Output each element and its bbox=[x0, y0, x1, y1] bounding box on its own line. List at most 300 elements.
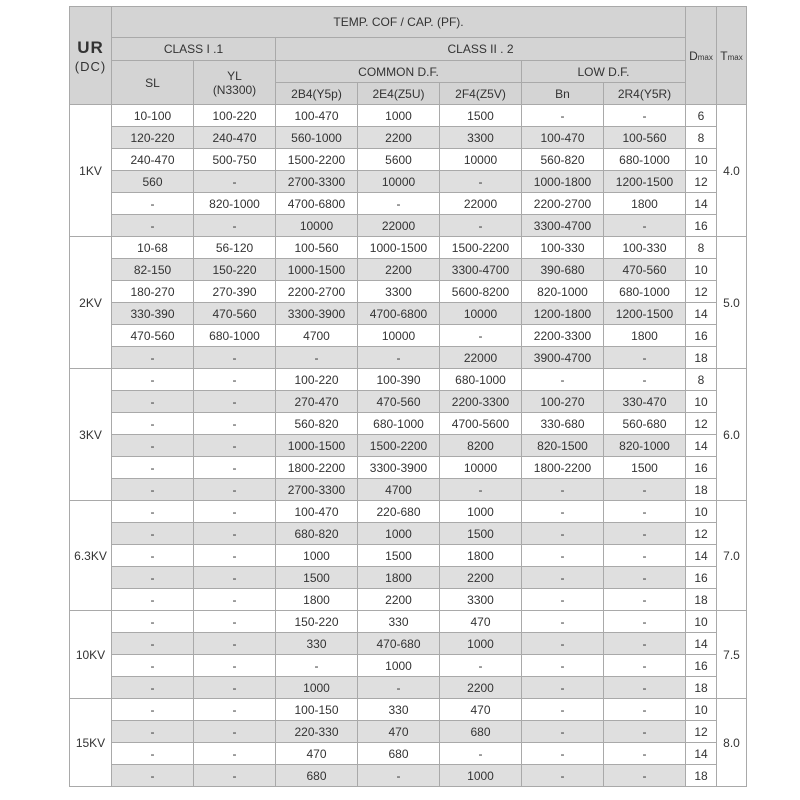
cell-bn: - bbox=[522, 105, 604, 127]
voltage-cell: 10KV bbox=[70, 611, 112, 699]
cell-sl: - bbox=[112, 391, 194, 413]
dmax-cell: 10 bbox=[686, 501, 717, 523]
cell-e4: 470-680 bbox=[358, 633, 440, 655]
cell-r4: - bbox=[604, 545, 686, 567]
cell-f4: 1000 bbox=[440, 633, 522, 655]
cell-f4: 3300 bbox=[440, 589, 522, 611]
tmax-cell: 7.5 bbox=[717, 611, 747, 699]
cell-f4: - bbox=[440, 171, 522, 193]
dmax-d: D bbox=[689, 48, 698, 63]
cell-r4: - bbox=[604, 523, 686, 545]
dc-label: (DC) bbox=[74, 58, 107, 74]
cell-r4: - bbox=[604, 479, 686, 501]
dmax-cell: 8 bbox=[686, 369, 717, 391]
dmax-cell: 14 bbox=[686, 545, 717, 567]
cell-yl: 500-750 bbox=[194, 149, 276, 171]
dmax-cell: 12 bbox=[686, 413, 717, 435]
cell-e4: - bbox=[358, 193, 440, 215]
class-1-header: CLASS I .1 bbox=[112, 38, 276, 61]
cell-b4: 3300-3900 bbox=[276, 303, 358, 325]
cell-b4: 270-470 bbox=[276, 391, 358, 413]
dmax-cell: 10 bbox=[686, 699, 717, 721]
cell-e4: 470 bbox=[358, 721, 440, 743]
cell-bn: - bbox=[522, 501, 604, 523]
cell-e4: 1800 bbox=[358, 567, 440, 589]
cell-r4: 100-330 bbox=[604, 237, 686, 259]
cell-r4: 470-560 bbox=[604, 259, 686, 281]
table-row bbox=[70, 721, 747, 743]
dmax-cell: 14 bbox=[686, 633, 717, 655]
cell-yl: 100-220 bbox=[194, 105, 276, 127]
cell-r4: - bbox=[604, 215, 686, 237]
cell-r4: - bbox=[604, 655, 686, 677]
cell-b4: 560-820 bbox=[276, 413, 358, 435]
cell-e4: 470-560 bbox=[358, 391, 440, 413]
cell-b4: 100-150 bbox=[276, 699, 358, 721]
cell-b4: 470 bbox=[276, 743, 358, 765]
cell-bn: 3300-4700 bbox=[522, 215, 604, 237]
table-row bbox=[70, 369, 747, 391]
cell-bn: - bbox=[522, 611, 604, 633]
col-2f4-header: 2F4(Z5V) bbox=[440, 83, 522, 105]
cell-e4: 3300-3900 bbox=[358, 457, 440, 479]
table-row bbox=[70, 215, 747, 237]
cell-bn: 1800-2200 bbox=[522, 457, 604, 479]
cell-f4: 470 bbox=[440, 611, 522, 633]
cell-b4: 1500 bbox=[276, 567, 358, 589]
cell-r4: - bbox=[604, 677, 686, 699]
cell-f4: 22000 bbox=[440, 193, 522, 215]
cell-r4: - bbox=[604, 567, 686, 589]
cell-r4: - bbox=[604, 347, 686, 369]
cell-f4: 4700-5600 bbox=[440, 413, 522, 435]
dmax-cell: 12 bbox=[686, 721, 717, 743]
dmax-cell: 8 bbox=[686, 237, 717, 259]
table-row bbox=[70, 567, 747, 589]
cell-e4: 220-680 bbox=[358, 501, 440, 523]
cell-yl: 820-1000 bbox=[194, 193, 276, 215]
cell-e4: - bbox=[358, 347, 440, 369]
cell-b4: 1000 bbox=[276, 545, 358, 567]
cell-b4: - bbox=[276, 347, 358, 369]
dmax-cell: 10 bbox=[686, 611, 717, 633]
cell-r4: - bbox=[604, 743, 686, 765]
cell-e4: 10000 bbox=[358, 171, 440, 193]
cell-f4: 3300 bbox=[440, 127, 522, 149]
yl-header bbox=[194, 61, 276, 105]
cell-b4: 220-330 bbox=[276, 721, 358, 743]
table-row bbox=[70, 127, 747, 149]
cell-yl: - bbox=[194, 457, 276, 479]
cell-b4: 1800 bbox=[276, 589, 358, 611]
table-row bbox=[70, 303, 747, 325]
col-bn-header: Bn bbox=[522, 83, 604, 105]
cell-f4: - bbox=[440, 743, 522, 765]
cell-bn: - bbox=[522, 589, 604, 611]
cell-sl: - bbox=[112, 479, 194, 501]
table-row bbox=[70, 325, 747, 347]
cell-b4: 100-470 bbox=[276, 105, 358, 127]
dmax-cell: 18 bbox=[686, 765, 717, 787]
cell-yl: - bbox=[194, 215, 276, 237]
cell-sl: - bbox=[112, 765, 194, 787]
cell-sl: - bbox=[112, 369, 194, 391]
table-row bbox=[70, 391, 747, 413]
cell-b4: 560-1000 bbox=[276, 127, 358, 149]
cell-b4: 100-470 bbox=[276, 501, 358, 523]
cell-yl: - bbox=[194, 677, 276, 699]
yl-label: YL bbox=[227, 68, 242, 83]
cell-sl: 82-150 bbox=[112, 259, 194, 281]
table-body bbox=[70, 105, 747, 787]
dmax-cell: 18 bbox=[686, 589, 717, 611]
cell-f4: 3300-4700 bbox=[440, 259, 522, 281]
cell-yl: - bbox=[194, 171, 276, 193]
cell-b4: - bbox=[276, 655, 358, 677]
cell-yl: 56-120 bbox=[194, 237, 276, 259]
cell-e4: 1000 bbox=[358, 105, 440, 127]
cell-r4: 1500 bbox=[604, 457, 686, 479]
yl-sub-label: (N3300) bbox=[212, 82, 257, 97]
table-row bbox=[70, 589, 747, 611]
table-row bbox=[70, 149, 747, 171]
cell-yl: 680-1000 bbox=[194, 325, 276, 347]
table-row bbox=[70, 699, 747, 721]
table-row bbox=[70, 545, 747, 567]
tmax-cell: 4.0 bbox=[717, 105, 747, 237]
cell-sl: 10-68 bbox=[112, 237, 194, 259]
cell-bn: 3900-4700 bbox=[522, 347, 604, 369]
cell-yl: - bbox=[194, 721, 276, 743]
cell-bn: 820-1000 bbox=[522, 281, 604, 303]
cell-e4: 2200 bbox=[358, 259, 440, 281]
cell-f4: 1500 bbox=[440, 105, 522, 127]
ur-label: UR bbox=[77, 37, 104, 57]
cell-r4: 680-1000 bbox=[604, 149, 686, 171]
cell-bn: - bbox=[522, 721, 604, 743]
cell-bn: 1200-1800 bbox=[522, 303, 604, 325]
cell-bn: - bbox=[522, 699, 604, 721]
cell-bn: 560-820 bbox=[522, 149, 604, 171]
cell-sl: 120-220 bbox=[112, 127, 194, 149]
cell-bn: 1000-1800 bbox=[522, 171, 604, 193]
table-row bbox=[70, 457, 747, 479]
voltage-cell: 6.3KV bbox=[70, 501, 112, 611]
table-row bbox=[70, 171, 747, 193]
cell-bn: 820-1500 bbox=[522, 435, 604, 457]
cell-sl: - bbox=[112, 347, 194, 369]
cell-e4: 3300 bbox=[358, 281, 440, 303]
cell-f4: 470 bbox=[440, 699, 522, 721]
cell-sl: - bbox=[112, 721, 194, 743]
table-row bbox=[70, 523, 747, 545]
dmax-cell: 18 bbox=[686, 479, 717, 501]
cell-r4: - bbox=[604, 721, 686, 743]
dmax-cell: 10 bbox=[686, 149, 717, 171]
cell-f4: 1500 bbox=[440, 523, 522, 545]
cell-e4: - bbox=[358, 677, 440, 699]
cell-sl: 560 bbox=[112, 171, 194, 193]
cell-b4: 2700-3300 bbox=[276, 171, 358, 193]
cell-r4: - bbox=[604, 105, 686, 127]
cell-yl: - bbox=[194, 765, 276, 787]
cell-yl: - bbox=[194, 369, 276, 391]
table-header bbox=[70, 7, 747, 105]
dmax-cell: 14 bbox=[686, 303, 717, 325]
cell-bn: - bbox=[522, 523, 604, 545]
voltage-cell: 3KV bbox=[70, 369, 112, 501]
dmax-cell: 12 bbox=[686, 523, 717, 545]
cell-yl: - bbox=[194, 435, 276, 457]
table-row bbox=[70, 435, 747, 457]
cell-r4: - bbox=[604, 765, 686, 787]
cell-bn: 2200-2700 bbox=[522, 193, 604, 215]
tmax-cell: 8.0 bbox=[717, 699, 747, 787]
cell-e4: 22000 bbox=[358, 215, 440, 237]
col-2e4-header: 2E4(Z5U) bbox=[358, 83, 440, 105]
cell-f4: - bbox=[440, 215, 522, 237]
table-row bbox=[70, 237, 747, 259]
cell-yl: - bbox=[194, 523, 276, 545]
cell-bn: - bbox=[522, 677, 604, 699]
cell-f4: 8200 bbox=[440, 435, 522, 457]
dmax-cell: 18 bbox=[686, 677, 717, 699]
tmax-t: T bbox=[720, 48, 728, 63]
cell-yl: - bbox=[194, 413, 276, 435]
cell-f4: 10000 bbox=[440, 457, 522, 479]
cell-f4: 1000 bbox=[440, 501, 522, 523]
cell-bn: 330-680 bbox=[522, 413, 604, 435]
dmax-cell: 14 bbox=[686, 193, 717, 215]
cell-sl: - bbox=[112, 215, 194, 237]
dmax-cell: 8 bbox=[686, 127, 717, 149]
table-row bbox=[70, 633, 747, 655]
cell-b4: 4700-6800 bbox=[276, 193, 358, 215]
table-row bbox=[70, 259, 747, 281]
cell-e4: 2200 bbox=[358, 589, 440, 611]
table-row bbox=[70, 655, 747, 677]
dmax-cell: 12 bbox=[686, 281, 717, 303]
cell-b4: 1000-1500 bbox=[276, 435, 358, 457]
cell-yl: - bbox=[194, 611, 276, 633]
cell-f4: 680 bbox=[440, 721, 522, 743]
cell-e4: 1500 bbox=[358, 545, 440, 567]
cell-sl: - bbox=[112, 501, 194, 523]
voltage-cell: 2KV bbox=[70, 237, 112, 369]
capacitor-spec-table bbox=[69, 6, 747, 787]
table-row bbox=[70, 677, 747, 699]
cell-bn: - bbox=[522, 633, 604, 655]
cell-e4: 5600 bbox=[358, 149, 440, 171]
cell-f4: 680-1000 bbox=[440, 369, 522, 391]
cell-f4: 10000 bbox=[440, 303, 522, 325]
cell-bn: 100-270 bbox=[522, 391, 604, 413]
cell-yl: - bbox=[194, 699, 276, 721]
cell-r4: - bbox=[604, 699, 686, 721]
cell-f4: 10000 bbox=[440, 149, 522, 171]
cell-b4: 680 bbox=[276, 765, 358, 787]
table-row bbox=[70, 743, 747, 765]
cell-b4: 100-220 bbox=[276, 369, 358, 391]
dmax-cell: 16 bbox=[686, 567, 717, 589]
cell-sl: - bbox=[112, 655, 194, 677]
cell-sl: 180-270 bbox=[112, 281, 194, 303]
cell-bn: - bbox=[522, 765, 604, 787]
cell-r4: - bbox=[604, 611, 686, 633]
dmax-cell: 12 bbox=[686, 171, 717, 193]
col-2b4-header: 2B4(Y5p) bbox=[276, 83, 358, 105]
cell-sl: - bbox=[112, 193, 194, 215]
cell-b4: 680-820 bbox=[276, 523, 358, 545]
cell-yl: - bbox=[194, 633, 276, 655]
cell-e4: - bbox=[358, 765, 440, 787]
cell-bn: 100-330 bbox=[522, 237, 604, 259]
dmax-cell: 14 bbox=[686, 743, 717, 765]
cell-r4: 330-470 bbox=[604, 391, 686, 413]
common-df-header: COMMON D.F. bbox=[276, 61, 522, 83]
cell-r4: 1200-1500 bbox=[604, 171, 686, 193]
cell-sl: - bbox=[112, 545, 194, 567]
cell-e4: 680-1000 bbox=[358, 413, 440, 435]
cell-sl: - bbox=[112, 633, 194, 655]
cell-yl: 470-560 bbox=[194, 303, 276, 325]
cell-yl: 270-390 bbox=[194, 281, 276, 303]
cell-yl: 240-470 bbox=[194, 127, 276, 149]
cell-b4: 1000 bbox=[276, 677, 358, 699]
table-row bbox=[70, 105, 747, 127]
ur-dc-header bbox=[70, 7, 112, 105]
table-row bbox=[70, 347, 747, 369]
cell-f4: 1800 bbox=[440, 545, 522, 567]
cell-f4: - bbox=[440, 325, 522, 347]
cell-r4: 1800 bbox=[604, 193, 686, 215]
cell-b4: 1800-2200 bbox=[276, 457, 358, 479]
cell-f4: 5600-8200 bbox=[440, 281, 522, 303]
cell-bn: - bbox=[522, 545, 604, 567]
cell-yl: - bbox=[194, 479, 276, 501]
table-row bbox=[70, 413, 747, 435]
cell-yl: - bbox=[194, 391, 276, 413]
cell-f4: 2200 bbox=[440, 567, 522, 589]
cell-bn: - bbox=[522, 567, 604, 589]
cell-sl: - bbox=[112, 567, 194, 589]
cell-yl: - bbox=[194, 589, 276, 611]
voltage-cell: 15KV bbox=[70, 699, 112, 787]
cell-b4: 4700 bbox=[276, 325, 358, 347]
cell-r4: - bbox=[604, 369, 686, 391]
dmax-cell: 6 bbox=[686, 105, 717, 127]
dmax-header bbox=[686, 7, 717, 105]
cell-sl: - bbox=[112, 457, 194, 479]
dmax-cell: 16 bbox=[686, 655, 717, 677]
cell-e4: 680 bbox=[358, 743, 440, 765]
cell-e4: 4700 bbox=[358, 479, 440, 501]
cell-r4: - bbox=[604, 501, 686, 523]
cell-e4: 100-390 bbox=[358, 369, 440, 391]
cell-yl: - bbox=[194, 655, 276, 677]
tmax-header bbox=[717, 7, 747, 105]
cell-f4: 2200 bbox=[440, 677, 522, 699]
cell-r4: - bbox=[604, 633, 686, 655]
dmax-sub: max bbox=[697, 52, 713, 62]
tmax-cell: 6.0 bbox=[717, 369, 747, 501]
cell-f4: 1500-2200 bbox=[440, 237, 522, 259]
table-row bbox=[70, 479, 747, 501]
tmax-sub: max bbox=[727, 52, 743, 62]
cell-bn: 2200-3300 bbox=[522, 325, 604, 347]
cell-sl: 10-100 bbox=[112, 105, 194, 127]
cell-yl: - bbox=[194, 347, 276, 369]
low-df-header: LOW D.F. bbox=[522, 61, 686, 83]
dmax-cell: 18 bbox=[686, 347, 717, 369]
cell-yl: - bbox=[194, 545, 276, 567]
cell-f4: 22000 bbox=[440, 347, 522, 369]
cell-sl: 330-390 bbox=[112, 303, 194, 325]
table-row bbox=[70, 501, 747, 523]
cell-r4: 1800 bbox=[604, 325, 686, 347]
table-row bbox=[70, 281, 747, 303]
cell-f4: 2200-3300 bbox=[440, 391, 522, 413]
cell-sl: 240-470 bbox=[112, 149, 194, 171]
dmax-cell: 14 bbox=[686, 435, 717, 457]
cell-r4: 1200-1500 bbox=[604, 303, 686, 325]
table-row bbox=[70, 765, 747, 787]
cell-e4: 2200 bbox=[358, 127, 440, 149]
cell-r4: 820-1000 bbox=[604, 435, 686, 457]
cell-r4: 560-680 bbox=[604, 413, 686, 435]
cell-yl: 150-220 bbox=[194, 259, 276, 281]
cell-bn: 100-470 bbox=[522, 127, 604, 149]
cell-e4: 1500-2200 bbox=[358, 435, 440, 457]
cell-b4: 2200-2700 bbox=[276, 281, 358, 303]
cell-e4: 330 bbox=[358, 611, 440, 633]
cell-sl: - bbox=[112, 699, 194, 721]
cell-f4: 1000 bbox=[440, 765, 522, 787]
temp-cof-header: TEMP. COF / CAP. (PF). bbox=[112, 7, 686, 38]
cell-b4: 10000 bbox=[276, 215, 358, 237]
cell-b4: 100-560 bbox=[276, 237, 358, 259]
cell-sl: - bbox=[112, 743, 194, 765]
cell-yl: - bbox=[194, 743, 276, 765]
cell-bn: 390-680 bbox=[522, 259, 604, 281]
dmax-cell: 16 bbox=[686, 215, 717, 237]
cell-f4: - bbox=[440, 479, 522, 501]
cell-r4: - bbox=[604, 589, 686, 611]
cell-r4: 680-1000 bbox=[604, 281, 686, 303]
class-2-header: CLASS II . 2 bbox=[276, 38, 686, 61]
cell-b4: 330 bbox=[276, 633, 358, 655]
cell-e4: 1000 bbox=[358, 655, 440, 677]
table-row bbox=[70, 193, 747, 215]
cell-e4: 1000-1500 bbox=[358, 237, 440, 259]
cell-sl: 470-560 bbox=[112, 325, 194, 347]
tmax-cell: 5.0 bbox=[717, 237, 747, 369]
cell-r4: 100-560 bbox=[604, 127, 686, 149]
cell-sl: - bbox=[112, 589, 194, 611]
tmax-cell: 7.0 bbox=[717, 501, 747, 611]
cell-sl: - bbox=[112, 523, 194, 545]
table-row bbox=[70, 611, 747, 633]
cell-sl: - bbox=[112, 435, 194, 457]
sl-header: SL bbox=[112, 61, 194, 105]
cell-b4: 1500-2200 bbox=[276, 149, 358, 171]
cell-bn: - bbox=[522, 479, 604, 501]
cell-sl: - bbox=[112, 677, 194, 699]
cell-b4: 150-220 bbox=[276, 611, 358, 633]
cell-bn: - bbox=[522, 369, 604, 391]
cell-yl: - bbox=[194, 567, 276, 589]
cell-e4: 4700-6800 bbox=[358, 303, 440, 325]
